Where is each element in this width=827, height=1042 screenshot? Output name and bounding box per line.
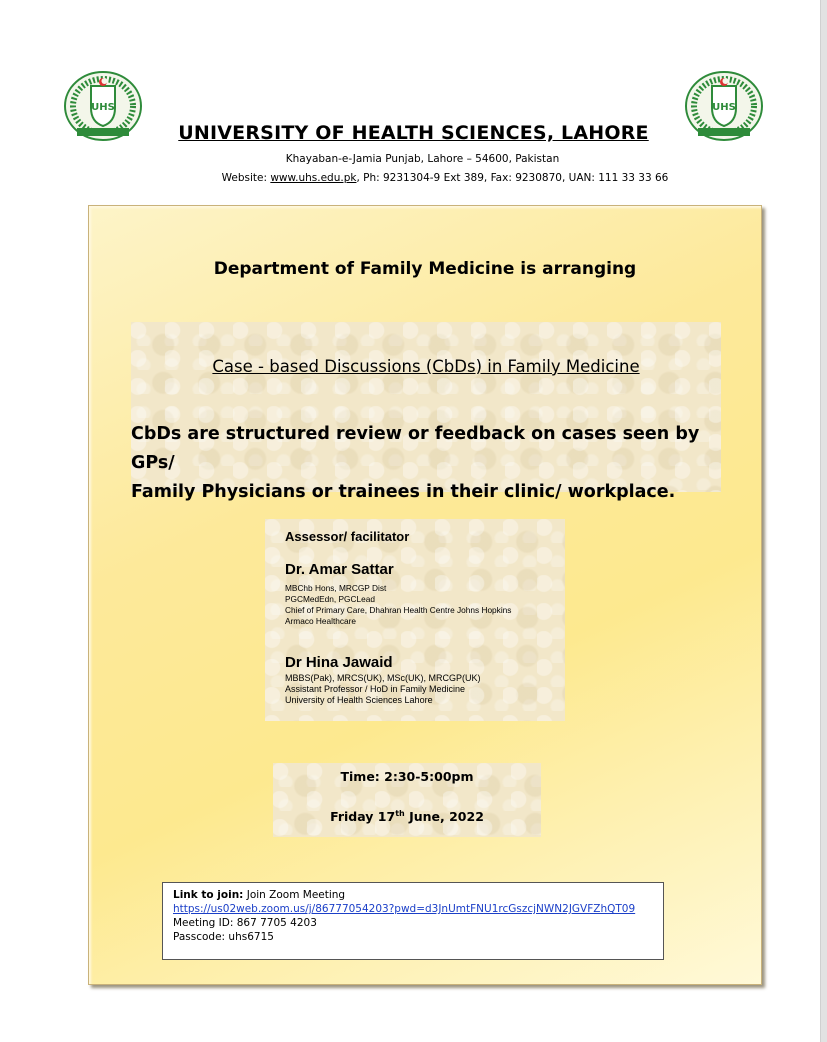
join-zoom-text: Join Zoom Meeting xyxy=(243,889,346,901)
credential-line: PGCMedEdn, PGCLead xyxy=(285,594,375,604)
facilitator-credentials xyxy=(285,673,481,706)
facilitator-credentials xyxy=(285,583,511,627)
credential-line: University of Health Sciences Lahore xyxy=(285,695,433,705)
assessor-label: Assessor/ facilitator xyxy=(285,529,410,544)
facilitator-name: Dr. Amar Sattar xyxy=(285,561,394,578)
date-suffix: June, 2022 xyxy=(404,809,484,825)
facilitator-name: Dr Hina Jawaid xyxy=(285,654,393,671)
description-line-1: CbDs are structured review or feedback on cases seen by GPs/ xyxy=(131,424,700,473)
event-description xyxy=(131,420,721,507)
contact-details: , Ph: 9231304-9 Ext 389, Fax: 9230870, UAN: 111 33 33 66 xyxy=(356,172,669,184)
event-title: Case - based Discussions (CbDs) in Family Medicine xyxy=(212,357,640,376)
event-flyer xyxy=(88,205,762,985)
zoom-meeting-link[interactable]: https://us02web.zoom.us/j/86777054203?pwd=d3JnUmtFNU1rcGszcjNWN2JGVFZhQT09 xyxy=(173,903,636,915)
event-info-panel xyxy=(131,322,721,502)
credential-line: Assistant Professor / HoD in Family Medicine xyxy=(285,684,466,694)
website-link[interactable]: www.uhs.edu.pk xyxy=(270,172,357,184)
credential-line: Armaco Healthcare xyxy=(285,616,357,626)
credential-line: Chief of Primary Care, Dhahran Health Centre Johns Hopkins xyxy=(285,605,512,615)
zoom-details-box xyxy=(162,882,664,960)
event-time: Time: 2:30-5:00pm xyxy=(340,769,474,784)
svg-text:UHS: UHS xyxy=(91,102,115,113)
credential-line: MBBS(Pak), MRCS(UK), MSc(UK), MRCGP(UK) xyxy=(285,673,481,683)
zoom-join-line xyxy=(173,888,663,902)
meeting-passcode: Passcode: uhs6715 xyxy=(173,931,274,943)
contact-line xyxy=(0,172,827,184)
schedule-panel xyxy=(273,763,541,837)
university-title: UNIVERSITY OF HEALTH SCIENCES, LAHORE xyxy=(178,122,649,144)
svg-text:UHS: UHS xyxy=(712,102,736,113)
meeting-id: Meeting ID: 867 7705 4203 xyxy=(173,917,317,929)
event-date xyxy=(273,809,541,824)
description-line-2: Family Physicians or trainees in their clinic/ workplace. xyxy=(131,482,676,502)
website-label: Website: xyxy=(221,172,271,184)
credential-line: MBChb Hons, MRCGP Dist xyxy=(285,583,387,593)
facilitators-panel xyxy=(265,519,565,721)
department-line: Department of Family Medicine is arranging xyxy=(213,259,637,279)
date-ordinal: th xyxy=(395,809,405,818)
link-to-join-label: Link to join: xyxy=(173,889,244,901)
date-prefix: Friday 17 xyxy=(330,809,396,825)
university-address: Khayaban-e-Jamia Punjab, Lahore – 54600, Pakistan xyxy=(285,153,560,165)
